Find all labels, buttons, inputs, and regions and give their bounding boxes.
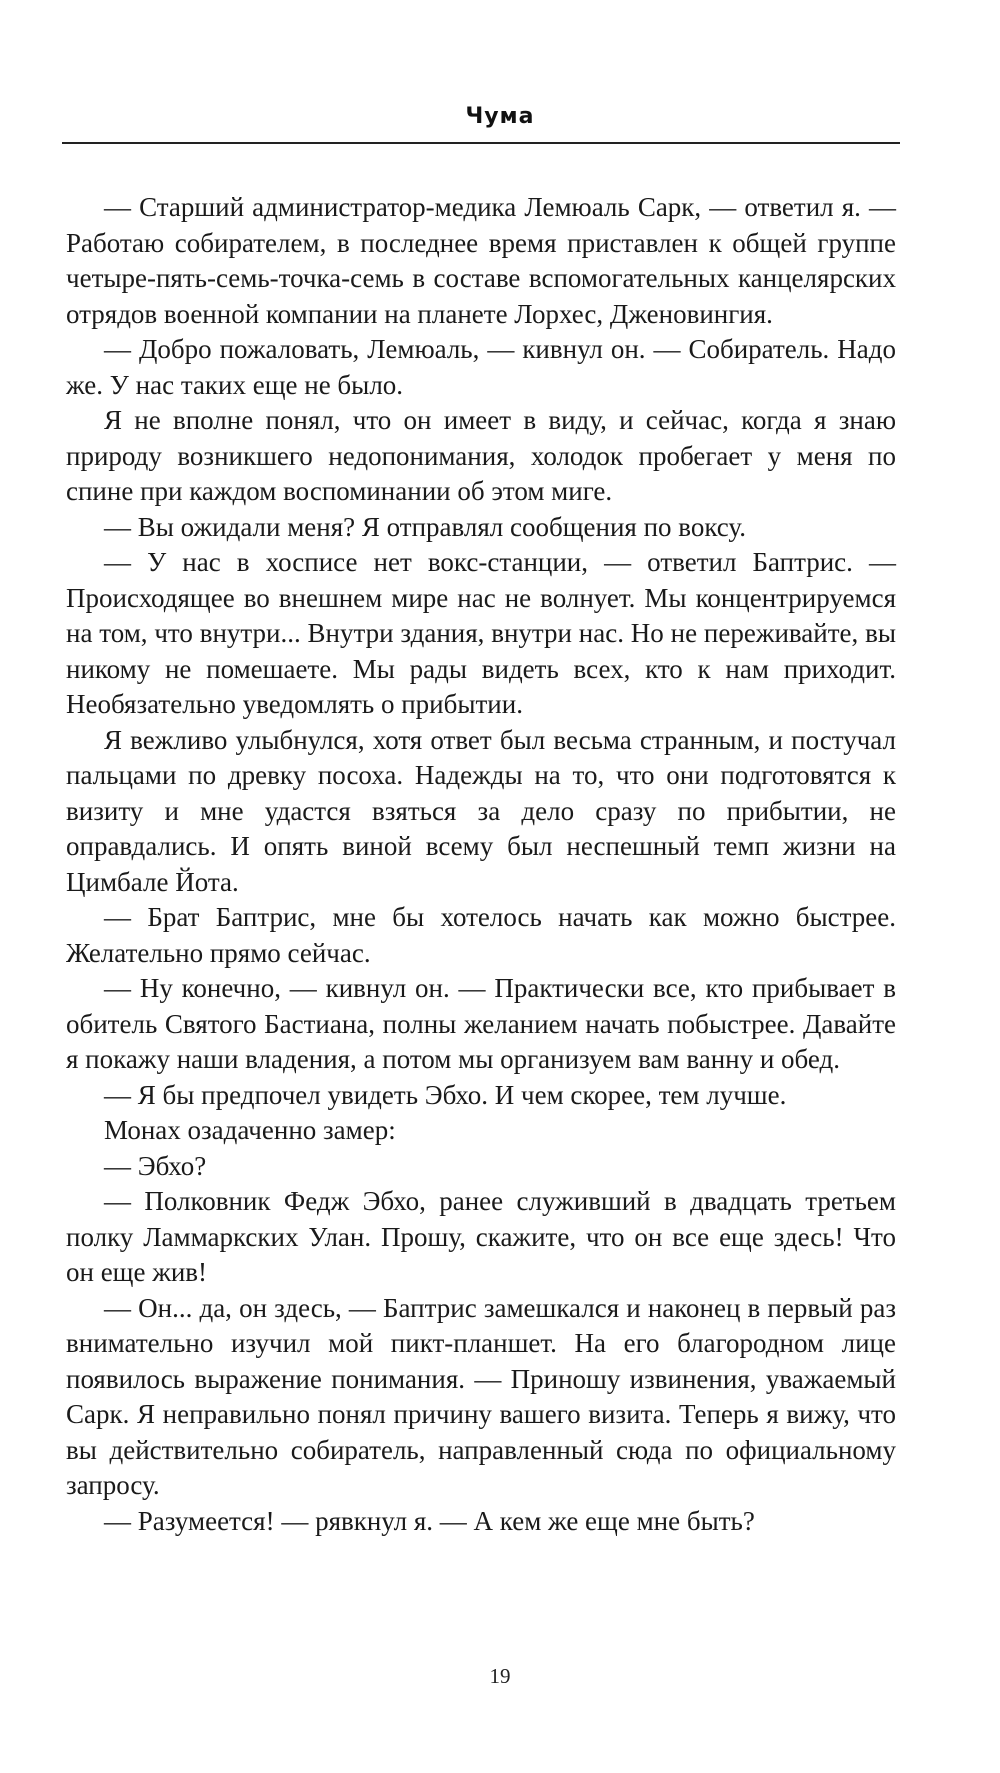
paragraph: — Разумеется! — рявкнул я. — А кем же еще мне быть?	[104, 1505, 755, 1536]
page-body	[66, 190, 896, 1539]
paragraph: — Эбхо?	[104, 1150, 207, 1181]
paragraph: — У нас в хосписе нет вокс-станции, — ответил Баптрис. — Происходящее во внешнем мире нас не волнует. Мы концентрируемся на том, что внутри... Внутри здания, внутри нас. Но не переживайте, вы никому не помешаете. Мы рады видеть всех, кто к нам приходит. Необязательно уведомлять о прибытии.	[66, 547, 896, 719]
paragraph: — Старший администратор-медика Лемюаль Сарк, — ответил я. — Работаю собирателем, в последнее время приставлен к общей группе четыре-пять-семь-точка-семь в составе вспомогательных канцелярских отрядов военной компании на планете Лорхес, Дженовингия.	[66, 192, 896, 329]
page-number: 19	[489, 1664, 511, 1688]
paragraph: Монах озадаченно замер:	[104, 1115, 396, 1145]
paragraph: — Он... да, он здесь, — Баптрис замешкался и наконец в первый раз внимательно изучил мой пикт-планшет. На его благородном лице появилось выражение понимания. — Приношу извинения, уважаемый Сарк. Я неправильно понял причину вашего визита. Теперь я вижу, что вы действительно собиратель, направленный сюда по официальному запросу.	[66, 1292, 896, 1500]
header-rule	[62, 142, 900, 144]
paragraph: Я не вполне понял, что он имеет в виду, и сейчас, когда я знаю природу возникшего недопонимания, холодок пробегает у меня по спине при каждом воспоминании об этом миге.	[66, 405, 896, 506]
paragraph: — Полковник Федж Эбхо, ранее служивший в двадцать третьем полку Ламмаркских Улан. Прошу, скажите, что он все еще здесь! Что он еще жив!	[66, 1186, 896, 1287]
running-title: Чума	[465, 104, 535, 129]
paragraph: — Добро пожаловать, Лемюаль, — кивнул он. — Собиратель. Надо же. У нас таких еще не было.	[66, 334, 896, 400]
paragraph: — Вы ожидали меня? Я отправлял сообщения по воксу.	[104, 511, 746, 542]
paragraph: — Брат Баптрис, мне бы хотелось начать как можно быстрее. Желательно прямо сейчас.	[66, 902, 896, 968]
paragraph: — Ну конечно, — кивнул он. — Практически все, кто прибывает в обитель Святого Бастиана, полны желанием начать побыстрее. Давайте я покажу наши владения, а потом мы организуем вам ванну и обед.	[66, 973, 896, 1074]
paragraph: Я вежливо улыбнулся, хотя ответ был весьма странным, и постучал пальцами по древку посоха. Надежды на то, что они подготовятся к визиту и мне удастся взяться за дело сразу по прибытии, не оправдались. И опять виной всему был неспешный темп жизни на Цимбале Йота.	[66, 724, 896, 897]
paragraph: — Я бы предпочел увидеть Эбхо. И чем скорее, тем лучше.	[104, 1079, 787, 1110]
